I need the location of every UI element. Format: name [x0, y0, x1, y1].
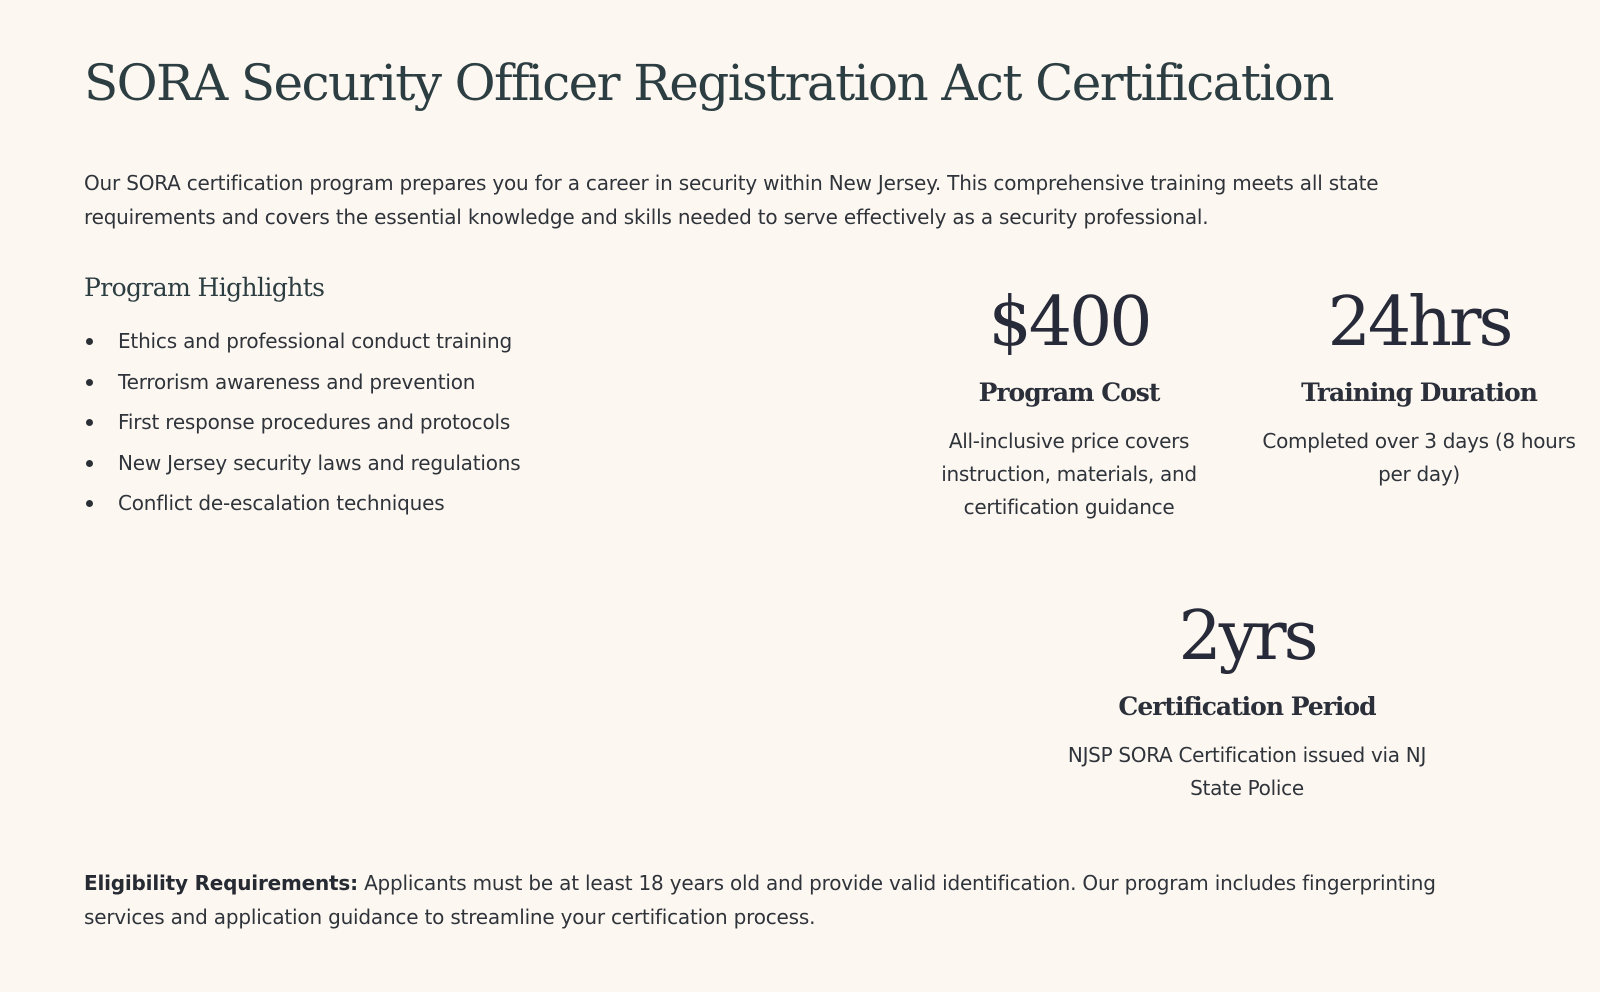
highlights-heading: Program Highlights: [84, 273, 325, 302]
bullet-icon: [86, 338, 93, 345]
highlight-item-nj-laws: [84, 452, 520, 493]
highlight-item-terrorism: [84, 371, 520, 412]
stat-description: Completed over 3 days (8 hours per day): [1262, 429, 1576, 486]
eligibility-label: Eligibility Requirements:: [84, 871, 358, 895]
stat-description: All-inclusive price covers instruction, materials, and certification guidance: [941, 429, 1197, 519]
bullet-icon: [86, 460, 93, 467]
page-title: SORA Security Officer Registration Act Certification: [84, 54, 1333, 112]
bullet-icon: [86, 500, 93, 507]
stat-training-duration: [1254, 283, 1584, 491]
stat-description: NJSP SORA Certification issued via NJ State Police: [1067, 743, 1427, 800]
eligibility-requirements: [84, 866, 1504, 934]
highlight-text: New Jersey security laws and regulations: [118, 450, 521, 475]
highlight-item-first-response: [84, 411, 520, 452]
highlights-list: [84, 330, 520, 533]
highlight-text: Terrorism awareness and prevention: [118, 369, 476, 394]
stat-program-cost: [904, 283, 1234, 524]
intro-paragraph: Our SORA certification program prepares you for a career in security within New Jersey. This comprehensive training meets all state requirements and covers the essential knowledge and skills needed to serve effectively as a security professional.: [84, 171, 1379, 229]
highlight-text: Conflict de-escalation techniques: [118, 491, 445, 515]
highlight-text: Ethics and professional conduct training: [118, 329, 512, 353]
bullet-icon: [86, 379, 93, 386]
stat-value: 2yrs: [1178, 597, 1316, 676]
stat-value: 24hrs: [1327, 283, 1511, 362]
sora-certification-section: [84, 0, 1576, 992]
eligibility-text: Applicants must be at least 18 years old and provide valid identification. Our program includes fingerprinting services and application guidance to streamline your certification process.: [84, 871, 1436, 929]
stat-label: Certification Period: [1118, 692, 1376, 721]
stat-label: Program Cost: [978, 378, 1160, 407]
stat-value: $400: [988, 283, 1150, 362]
highlight-item-ethics: [84, 330, 520, 371]
highlight-item-de-escalation: [84, 492, 520, 533]
highlight-text: First response procedures and protocols: [118, 410, 511, 434]
stat-certification-period: [1062, 597, 1432, 805]
stat-label: Training Duration: [1301, 378, 1537, 407]
bullet-icon: [86, 419, 93, 426]
